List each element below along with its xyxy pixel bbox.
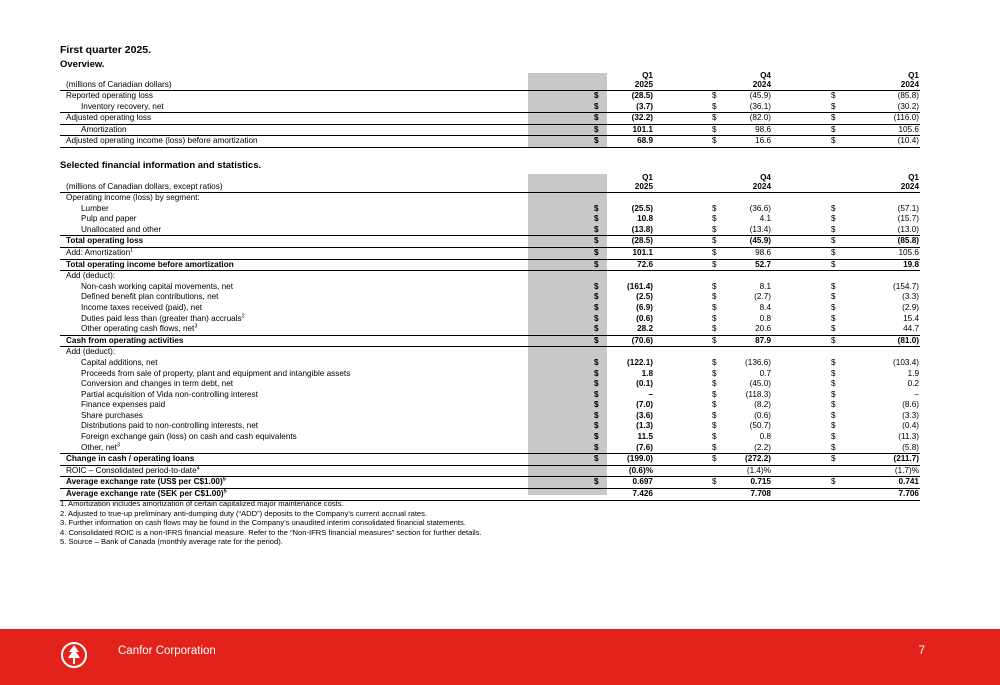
cell-value: 101.1 xyxy=(632,124,653,134)
table-row xyxy=(60,303,920,314)
cell-value: (10.4) xyxy=(897,136,919,146)
table-row xyxy=(60,225,920,236)
cell-value: (154.7) xyxy=(893,281,919,291)
cell-value: (3.3) xyxy=(902,410,919,420)
row-label: Unallocated and other xyxy=(81,224,162,234)
currency-symbol: $ xyxy=(831,101,836,111)
currency-symbol: $ xyxy=(712,410,717,420)
currency-symbol: $ xyxy=(594,136,599,146)
footnote-marker: 3 xyxy=(116,441,121,448)
currency-symbol: $ xyxy=(831,247,836,257)
cell-value: (2.9) xyxy=(902,302,919,312)
cell-value: 44.7 xyxy=(903,324,919,334)
currency-symbol: $ xyxy=(712,432,717,442)
overview-table xyxy=(60,68,920,148)
cell-value: 16.6 xyxy=(755,136,771,146)
row-label: Total operating income before amortization xyxy=(66,259,234,269)
currency-symbol: $ xyxy=(831,335,836,345)
cell-value: 101.1 xyxy=(632,247,653,257)
cell-value: (13.8) xyxy=(631,224,653,234)
cell-value: (118.3) xyxy=(745,389,771,399)
currency-symbol: $ xyxy=(594,91,599,100)
footnote-marker: 5 xyxy=(222,476,226,483)
row-label: Income taxes received (paid), net xyxy=(81,302,203,312)
currency-symbol: $ xyxy=(712,302,717,312)
cell-value: (136.6) xyxy=(745,357,771,367)
footnote-marker: 1 xyxy=(130,247,134,254)
table-row xyxy=(60,102,920,113)
page-footer xyxy=(0,629,1000,685)
row-label: Other, net$^3$ xyxy=(81,441,121,452)
cell-value: 68.9 xyxy=(637,136,653,146)
cell-value: (7.0) xyxy=(636,400,653,410)
currency-symbol: $ xyxy=(831,389,836,399)
page-number: 7 xyxy=(918,645,925,657)
row-label: Duties paid less than (greater than) accruals$^2$ xyxy=(81,312,245,323)
cell-value: (5.8) xyxy=(902,442,919,452)
currency-symbol: $ xyxy=(712,379,717,389)
cell-value: – xyxy=(648,389,653,399)
currency-symbol: $ xyxy=(712,113,717,123)
cell-value: 1.9 xyxy=(907,368,919,378)
cell-value: (28.5) xyxy=(631,91,653,100)
cell-value: (0.6)% xyxy=(628,465,653,475)
cell-value: (45.9) xyxy=(749,91,771,100)
table-row xyxy=(60,390,920,401)
currency-symbol: $ xyxy=(831,400,836,410)
selected-heading: Selected financial information and statistics. xyxy=(60,160,262,171)
currency-symbol: $ xyxy=(712,421,717,431)
cell-value: (32.2) xyxy=(631,113,653,123)
currency-symbol: $ xyxy=(831,136,836,146)
currency-symbol: $ xyxy=(831,368,836,378)
table-row xyxy=(60,324,920,335)
cell-value: (1.3) xyxy=(636,421,653,431)
row-label: Operating income (loss) by segment: xyxy=(66,193,200,202)
currency-symbol: $ xyxy=(594,101,599,111)
cell-value: (116.0) xyxy=(893,113,919,123)
table-row xyxy=(60,477,920,489)
cell-value: (81.0) xyxy=(897,335,919,345)
cell-value: (8.2) xyxy=(754,400,771,410)
currency-symbol: $ xyxy=(712,389,717,399)
table-row xyxy=(60,235,920,247)
table-row xyxy=(60,135,920,148)
row-label: Average exchange rate (SEK per C$1.00)$^5$ xyxy=(66,488,227,499)
cell-value: 4.1 xyxy=(759,214,771,224)
canfor-tree-logo-icon xyxy=(60,641,88,669)
cell-value: (0.1) xyxy=(636,379,653,389)
cell-value: (199.0) xyxy=(627,454,653,464)
currency-symbol: $ xyxy=(831,421,836,431)
currency-symbol: $ xyxy=(712,236,717,246)
currency-symbol: $ xyxy=(712,259,717,269)
overview-rows xyxy=(60,91,920,148)
currency-symbol: $ xyxy=(712,324,717,334)
table-row xyxy=(60,379,920,390)
table-row xyxy=(60,91,920,102)
cell-value: (36.1) xyxy=(749,101,771,111)
row-label: Foreign exchange gain (loss) on cash and cash equivalents xyxy=(81,432,297,442)
cell-value: (8.6) xyxy=(902,400,919,410)
table-row xyxy=(60,443,920,454)
cell-value: 98.6 xyxy=(755,124,771,134)
row-label: Adjusted operating income (loss) before amortization xyxy=(66,136,258,146)
currency-symbol: $ xyxy=(712,454,717,464)
cell-value: 7.706 xyxy=(898,489,919,499)
cell-value: 11.5 xyxy=(637,432,653,442)
currency-symbol: $ xyxy=(712,442,717,452)
row-label: Add: Amortization$^1$ xyxy=(66,247,134,257)
cell-value: 0.7 xyxy=(759,368,771,378)
row-label: Lumber xyxy=(81,203,109,213)
row-label: Distributions paid to non-controlling interests, net xyxy=(81,421,259,431)
currency-symbol: $ xyxy=(594,313,599,323)
currency-symbol: $ xyxy=(831,224,836,234)
currency-symbol: $ xyxy=(831,91,836,100)
footnote: 1. Amortization includes amortization of certain capitalized major maintenance costs. xyxy=(60,499,344,508)
cell-value: 105.6 xyxy=(898,124,919,134)
footnote: 4. Consolidated ROIC is a non-IFRS financial measure. Refer to the “Non-IFRS financial measures” section for further details. xyxy=(60,527,482,537)
currency-symbol: $ xyxy=(712,368,717,378)
table-row xyxy=(60,314,920,325)
currency-symbol: $ xyxy=(831,214,836,224)
table-row xyxy=(60,432,920,443)
currency-symbol: $ xyxy=(594,335,599,345)
column-header-q4-2024: Q4 2024 xyxy=(752,173,771,191)
row-label: Defined benefit plan contributions, net xyxy=(81,292,219,302)
cell-value: (85.8) xyxy=(897,91,919,100)
table-row xyxy=(60,260,920,272)
row-label: Conversion and changes in term debt, net xyxy=(81,379,234,389)
table-row xyxy=(60,421,920,432)
cell-value: 1.8 xyxy=(641,368,653,378)
row-label: Non-cash working capital movements, net xyxy=(81,281,233,291)
footnote: 2. Adjusted to true-up preliminary anti-dumping duty (“ADD”) deposits to the Company’s current accrual rates. xyxy=(60,508,428,518)
table-row xyxy=(60,271,920,282)
row-label: Total operating loss xyxy=(66,236,144,246)
currency-symbol: $ xyxy=(594,410,599,420)
cell-value: (57.1) xyxy=(897,203,919,213)
currency-symbol: $ xyxy=(594,421,599,431)
cell-value: (50.7) xyxy=(749,421,771,431)
column-header-q1-2025: Q1 2025 xyxy=(634,173,653,191)
cell-value: 0.741 xyxy=(898,477,919,487)
currency-symbol: $ xyxy=(594,124,599,134)
currency-symbol: $ xyxy=(712,247,717,257)
cell-value: (11.3) xyxy=(898,432,919,442)
currency-symbol: $ xyxy=(594,236,599,246)
cell-value: 87.9 xyxy=(755,335,771,345)
currency-symbol: $ xyxy=(831,477,836,487)
footnote-marker: 2 xyxy=(241,312,245,319)
cell-value: (82.0) xyxy=(749,113,771,123)
row-label: Finance expenses paid xyxy=(81,400,166,410)
overview-unit-label: (millions of Canadian dollars) xyxy=(66,80,172,89)
row-label: ROIC – Consolidated period-to-date$^4$ xyxy=(66,465,200,475)
row-label: Other operating cash flows, net$^3$ xyxy=(81,323,198,334)
row-label: Change in cash / operating loans xyxy=(66,454,195,464)
cell-value: 0.2 xyxy=(907,379,919,389)
table-row xyxy=(60,466,920,478)
currency-symbol: $ xyxy=(831,302,836,312)
currency-symbol: $ xyxy=(712,281,717,291)
currency-symbol: $ xyxy=(831,281,836,291)
currency-symbol: $ xyxy=(712,203,717,213)
table-row xyxy=(60,282,920,293)
currency-symbol: $ xyxy=(594,281,599,291)
cell-value: (45.0) xyxy=(749,379,771,389)
column-header-q1-2024: Q1 2024 xyxy=(900,71,919,89)
row-label: Adjusted operating loss xyxy=(66,113,152,123)
cell-value: (15.7) xyxy=(897,214,919,224)
cell-value: (13.0) xyxy=(897,224,919,234)
overview-table-header xyxy=(60,68,920,91)
cell-value: 0.697 xyxy=(632,477,653,487)
cell-value: 0.8 xyxy=(759,432,771,442)
row-label: Add (deduct): xyxy=(66,271,116,281)
row-label: Cash from operating activities xyxy=(66,335,184,345)
selected-rows xyxy=(60,193,920,501)
cell-value: (122.1) xyxy=(627,357,653,367)
table-row xyxy=(60,358,920,369)
currency-symbol: $ xyxy=(594,368,599,378)
cell-value: (2.7) xyxy=(754,292,771,302)
currency-symbol: $ xyxy=(712,335,717,345)
currency-symbol: $ xyxy=(712,357,717,367)
table-row xyxy=(60,125,920,136)
cell-value: 72.6 xyxy=(637,259,653,269)
column-header-q4-2024: Q4 2024 xyxy=(752,71,771,89)
table-row xyxy=(60,369,920,380)
cell-value: (1.4)% xyxy=(746,465,771,475)
cell-value: (25.5) xyxy=(631,203,653,213)
row-label: Pulp and paper xyxy=(81,214,137,224)
cell-value: (272.2) xyxy=(745,454,771,464)
cell-value: 8.4 xyxy=(759,302,771,312)
currency-symbol: $ xyxy=(831,313,836,323)
currency-symbol: $ xyxy=(594,113,599,123)
currency-symbol: $ xyxy=(831,454,836,464)
selected-unit-label: (millions of Canadian dollars, except ratios) xyxy=(66,182,223,191)
currency-symbol: $ xyxy=(594,259,599,269)
currency-symbol: $ xyxy=(712,292,717,302)
footnote: 5. Source – Bank of Canada (monthly average rate for the period). xyxy=(60,537,283,547)
selected-table-header xyxy=(60,170,920,193)
footnote-marker: 5 xyxy=(223,488,227,495)
cell-value: (2.5) xyxy=(636,292,653,302)
currency-symbol: $ xyxy=(594,357,599,367)
table-row xyxy=(60,347,920,358)
cell-value: – xyxy=(914,389,919,399)
cell-value: (13.4) xyxy=(749,224,771,234)
currency-symbol: $ xyxy=(831,292,836,302)
row-label: Capital additions, net xyxy=(81,357,158,367)
cell-value: 7.426 xyxy=(632,489,653,499)
cell-value: (161.4) xyxy=(627,281,653,291)
currency-symbol: $ xyxy=(831,432,836,442)
currency-symbol: $ xyxy=(594,224,599,234)
currency-symbol: $ xyxy=(712,91,717,100)
currency-symbol: $ xyxy=(594,442,599,452)
cell-value: (28.5) xyxy=(631,236,653,246)
currency-symbol: $ xyxy=(594,389,599,399)
table-row xyxy=(60,204,920,215)
cell-value: (0.6) xyxy=(636,313,653,323)
currency-symbol: $ xyxy=(594,292,599,302)
cell-value: 19.8 xyxy=(903,259,919,269)
cell-value: (1.7)% xyxy=(894,465,919,475)
cell-value: (36.6) xyxy=(749,203,771,213)
currency-symbol: $ xyxy=(712,136,717,146)
currency-symbol: $ xyxy=(594,432,599,442)
currency-symbol: $ xyxy=(712,101,717,111)
company-name: Canfor Corporation xyxy=(118,645,216,657)
cell-value: 98.6 xyxy=(755,247,771,257)
cell-value: (30.2) xyxy=(897,101,919,111)
cell-value: (70.6) xyxy=(631,335,653,345)
cell-value: 0.715 xyxy=(750,477,771,487)
row-label: Partial acquisition of Vida non-controlling interest xyxy=(81,389,258,399)
currency-symbol: $ xyxy=(831,357,836,367)
table-row xyxy=(60,112,920,125)
footnotes xyxy=(60,499,482,547)
currency-symbol: $ xyxy=(831,113,836,123)
cell-value: (2.2) xyxy=(754,442,771,452)
currency-symbol: $ xyxy=(831,379,836,389)
footnote-marker: 3 xyxy=(194,323,198,330)
row-label: Proceeds from sale of property, plant and equipment and intangible assets xyxy=(81,368,351,378)
footnote-marker: 4 xyxy=(196,465,200,472)
cell-value: (6.9) xyxy=(636,302,653,312)
currency-symbol: $ xyxy=(594,379,599,389)
cell-value: 15.4 xyxy=(903,313,919,323)
cell-value: (3.3) xyxy=(902,292,919,302)
selected-table xyxy=(60,170,920,501)
currency-symbol: $ xyxy=(594,247,599,257)
currency-symbol: $ xyxy=(594,477,599,487)
row-label: Reported operating loss xyxy=(66,91,153,100)
cell-value: 20.6 xyxy=(755,324,771,334)
currency-symbol: $ xyxy=(831,410,836,420)
cell-value: (3.7) xyxy=(636,101,653,111)
currency-symbol: $ xyxy=(712,124,717,134)
currency-symbol: $ xyxy=(594,302,599,312)
cell-value: (0.6) xyxy=(754,410,771,420)
row-label: Inventory recovery, net xyxy=(81,101,164,111)
currency-symbol: $ xyxy=(831,259,836,269)
currency-symbol: $ xyxy=(712,477,717,487)
row-label: Amortization xyxy=(81,124,127,134)
currency-symbol: $ xyxy=(831,203,836,213)
cell-value: (3.6) xyxy=(636,410,653,420)
currency-symbol: $ xyxy=(594,214,599,224)
cell-value: (7.6) xyxy=(636,442,653,452)
table-row xyxy=(60,411,920,422)
cell-value: (45.9) xyxy=(749,236,771,246)
cell-value: 105.6 xyxy=(898,247,919,257)
table-row xyxy=(60,400,920,411)
currency-symbol: $ xyxy=(831,124,836,134)
overview-heading: Overview. xyxy=(60,59,105,70)
currency-symbol: $ xyxy=(594,324,599,334)
cell-value: (85.8) xyxy=(897,236,919,246)
currency-symbol: $ xyxy=(712,224,717,234)
cell-value: (103.4) xyxy=(893,357,919,367)
cell-value: 0.8 xyxy=(759,313,771,323)
table-row xyxy=(60,292,920,303)
currency-symbol: $ xyxy=(594,400,599,410)
row-label: Average exchange rate (US$ per C$1.00)$^5$ xyxy=(66,476,226,487)
table-row xyxy=(60,335,920,348)
table-row xyxy=(60,247,920,260)
currency-symbol: $ xyxy=(712,313,717,323)
footnote: 3. Further information on cash flows may be found in the Company’s unaudited interim consolidated financial statements. xyxy=(60,518,466,528)
column-header-q1-2024: Q1 2024 xyxy=(900,173,919,191)
cell-value: 28.2 xyxy=(637,324,653,334)
row-label: Share purchases xyxy=(81,410,143,420)
column-header-q1-2025: Q1 2025 xyxy=(634,71,653,89)
table-row xyxy=(60,193,920,204)
currency-symbol: $ xyxy=(594,203,599,213)
table-row xyxy=(60,214,920,225)
page-title: First quarter 2025. xyxy=(60,44,152,56)
currency-symbol: $ xyxy=(831,442,836,452)
cell-value: 8.1 xyxy=(759,281,771,291)
row-label: Add (deduct): xyxy=(66,347,116,357)
cell-value: 10.8 xyxy=(637,214,653,224)
currency-symbol: $ xyxy=(831,324,836,334)
currency-symbol: $ xyxy=(712,214,717,224)
cell-value: (0.4) xyxy=(902,421,919,431)
cell-value: 52.7 xyxy=(755,259,771,269)
cell-value: (211.7) xyxy=(893,454,919,464)
cell-value: 7.708 xyxy=(750,489,771,499)
table-row xyxy=(60,453,920,466)
currency-symbol: $ xyxy=(712,400,717,410)
currency-symbol: $ xyxy=(594,454,599,464)
currency-symbol: $ xyxy=(831,236,836,246)
